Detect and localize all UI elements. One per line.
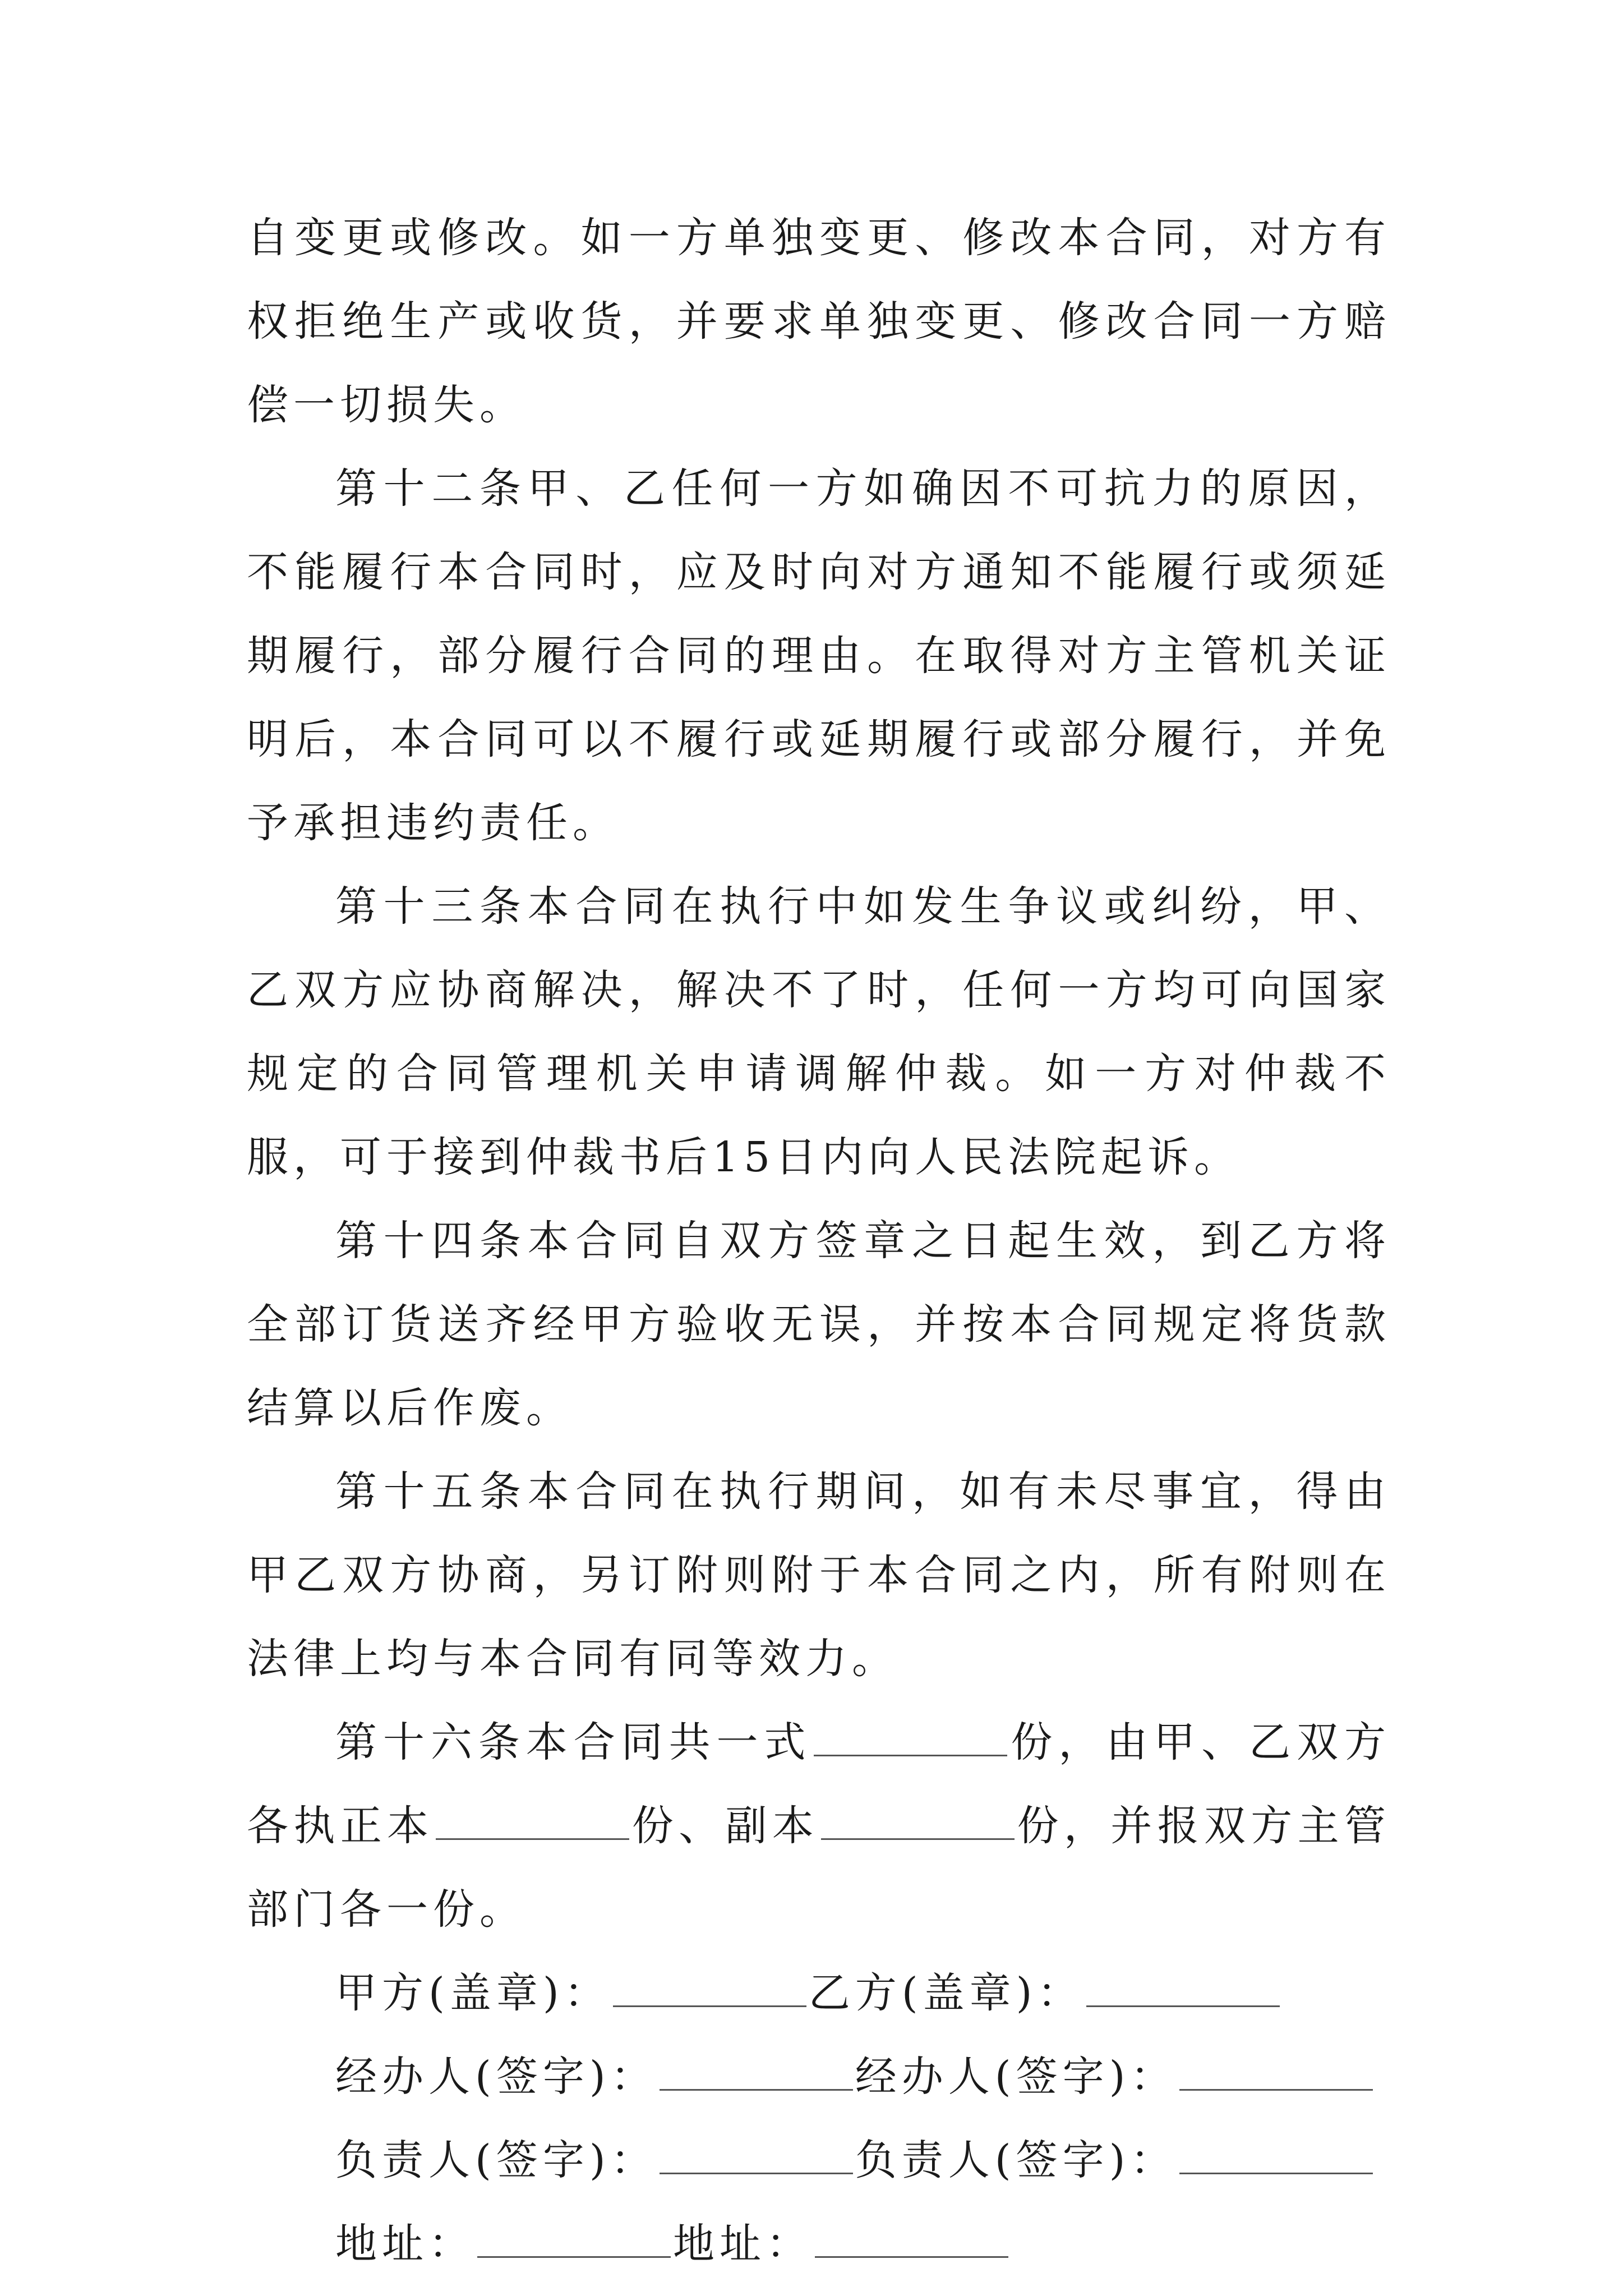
party-a-seal-label: 甲方(盖章)： bbox=[335, 1969, 611, 2017]
contract-body bbox=[247, 196, 1391, 2286]
handler-line bbox=[247, 2035, 1391, 2119]
seal-line bbox=[247, 1952, 1391, 2035]
party-b-handler-blank[interactable] bbox=[1179, 2050, 1373, 2091]
party-a-handler-label: 经办人(签字)： bbox=[335, 2053, 657, 2101]
copies-total-blank[interactable] bbox=[814, 1715, 1007, 1756]
party-b-seal-label: 乙方(盖章)： bbox=[808, 1969, 1084, 2017]
party-b-responsible-blank[interactable] bbox=[1179, 2133, 1373, 2174]
duplicate-copies-blank[interactable] bbox=[821, 1799, 1015, 1840]
article-16-text-2: 份，由甲、乙双方各执正本 bbox=[247, 1718, 1391, 1850]
article-14: 第十四条本合同自双方签章之日起生效，到乙方将全部订货送齐经甲方验收无误，并按本合同规定将货款结算以后作废。 bbox=[247, 1217, 1391, 1432]
responsible-line bbox=[247, 2119, 1391, 2202]
party-b-handler-label: 经办人(签字)： bbox=[855, 2053, 1177, 2101]
article-13: 第十三条本合同在执行中如发生争议或纠纷，甲、乙双方应协商解决，解决不了时，任何一方均可向国家规定的合同管理机关申请调解仲裁。如一方对仲裁不服，可于接到仲裁书后15日内向人民法院起诉。 bbox=[247, 882, 1391, 1181]
party-a-seal-blank[interactable] bbox=[613, 1966, 806, 2007]
article-15: 第十五条本合同在执行期间，如有未尽事宜，得由甲乙双方协商，另订附则附于本合同之内，所有附则在法律上均与本合同有同等效力。 bbox=[247, 1467, 1391, 1683]
party-b-address-label: 地址： bbox=[673, 2220, 813, 2268]
party-b-responsible-label: 负责人(签字)： bbox=[855, 2136, 1177, 2184]
party-a-responsible-label: 负责人(签字)： bbox=[335, 2136, 657, 2184]
article-16-text-4: 份，并报双方主管部门各一份。 bbox=[247, 1802, 1391, 1934]
paragraph-continuation: 自变更或修改。如一方单独变更、修改本合同，对方有权拒绝生产或收货，并要求单独变更、修改合同一方赔偿一切损失。 bbox=[247, 214, 1391, 429]
party-a-responsible-blank[interactable] bbox=[660, 2133, 853, 2174]
address-line bbox=[247, 2202, 1391, 2286]
article-16 bbox=[247, 1701, 1391, 1952]
party-b-seal-blank[interactable] bbox=[1086, 1966, 1280, 2007]
original-copies-blank[interactable] bbox=[436, 1799, 629, 1840]
party-a-address-blank[interactable] bbox=[477, 2217, 671, 2258]
article-16-text-3: 份、副本 bbox=[631, 1802, 819, 1850]
party-b-address-blank[interactable] bbox=[815, 2217, 1008, 2258]
article-12: 第十二条甲、乙任何一方如确因不可抗力的原因，不能履行本合同时，应及时向对方通知不能履行或须延期履行，部分履行合同的理由。在取得对方主管机关证明后，本合同可以不履行或延期履行或部分履行，并免予承担违约责任。 bbox=[247, 464, 1391, 847]
party-a-handler-blank[interactable] bbox=[660, 2050, 853, 2091]
article-16-text-1: 第十六条本合同共一式 bbox=[335, 1718, 812, 1766]
party-a-address-label: 地址： bbox=[335, 2220, 475, 2268]
